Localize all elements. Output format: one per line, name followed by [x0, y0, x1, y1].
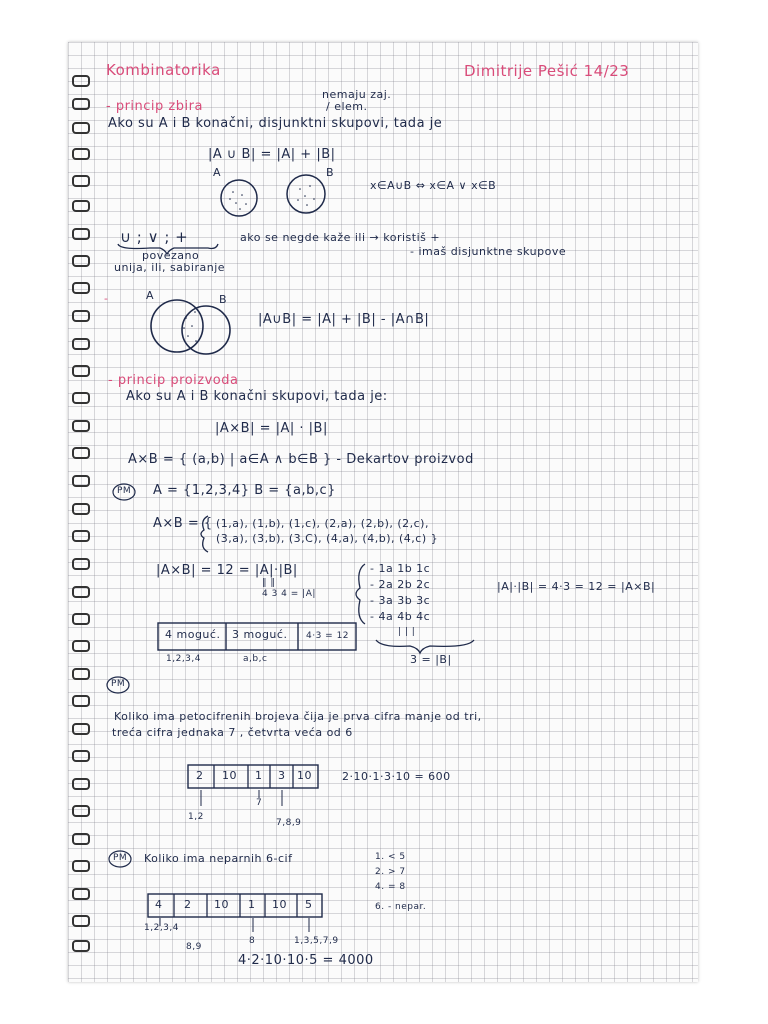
product-principle-heading: - princip proizvoda: [108, 373, 239, 388]
condition-4: 6. - nepar.: [375, 902, 427, 912]
digit2-box-1: 4: [155, 898, 163, 911]
example1-count-sub2: 4 3 4 = |A|: [262, 589, 316, 599]
product-principle-intro: Ako su A i B konačni skupovi, tada je:: [126, 389, 388, 404]
overlap-set-a-label: A: [146, 289, 155, 302]
example2-calc: 2·10·1·3·10 = 600: [342, 770, 451, 783]
cartesian-definition: A×B = { (a,b) | a∈A ∧ b∈B } - Dekartov proizvod: [128, 452, 474, 467]
possibility-box-1-sub: 1,2,3,4: [166, 654, 201, 664]
digit-box-1: 2: [196, 769, 204, 782]
grid-footer: 3 = |B|: [410, 653, 452, 666]
example3-sub-sixth: 1,3,5,7,9: [294, 936, 339, 946]
possibility-box-2-sub: a,b,c: [243, 654, 268, 664]
digit2-box-3: 10: [214, 898, 229, 911]
membership-formula: x∈A∪B ⇔ x∈A ∨ x∈B: [370, 179, 497, 192]
condition-2: 2. > 7: [375, 867, 406, 877]
disjoint-note-top: nemaju zaj.: [322, 88, 392, 101]
pm-badge-1: PM: [117, 486, 132, 496]
overlap-dash: -: [104, 292, 109, 305]
set-b-label: B: [326, 166, 335, 179]
product-formula: |A×B| = |A| · |B|: [215, 421, 328, 436]
pm-badge-3: PM: [113, 853, 128, 863]
example3-sub-fourth: 8: [249, 936, 256, 946]
digit2-box-2: 2: [184, 898, 192, 911]
set-b-circle: [287, 175, 325, 213]
digit-box-3: 1: [255, 769, 263, 782]
rule-two: - imaš disjunktne skupove: [410, 245, 567, 258]
condition-3: 4. = 8: [375, 882, 406, 892]
digit2-box-4: 1: [248, 898, 256, 911]
linked-meaning: unija, ili, sabiranje: [114, 261, 226, 274]
digit-box-5: 10: [297, 769, 312, 782]
example2-question-line1: Koliko ima petocifrenih brojeva čija je prva cifra manje od tri,: [114, 710, 482, 723]
grid-row-3: - 3a 3b 3c: [370, 594, 431, 607]
grid-row-4: - 4a 4b 4c: [370, 610, 431, 623]
grid-row-1: - 1a 1b 1c: [370, 562, 431, 575]
possibility-box-3: 4·3 = 12: [306, 631, 350, 641]
page-title: Kombinatorika: [106, 61, 221, 79]
symbols-line: ∪ ; ∨ ; +: [120, 228, 189, 246]
example2-sub-third: 7: [256, 798, 263, 808]
author-label: Dimitrije Pešić 14/23: [464, 62, 630, 80]
set-a-circle: [221, 180, 257, 216]
example2-question-line2: treća cifra jednaka 7 , četvrta veća od 6: [112, 726, 353, 739]
rule-one: ako se negde kaže ili → koristiš +: [240, 231, 441, 244]
digit2-box-6: 5: [305, 898, 313, 911]
example1-product-row1: (1,a), (1,b), (1,c), (2,a), (2,b), (2,c),: [216, 517, 429, 530]
overlap-set-b-label: B: [219, 293, 228, 306]
inclusion-exclusion-formula: |A∪B| = |A| + |B| - |A∩B|: [258, 312, 430, 327]
digit-box-4: 3: [278, 769, 286, 782]
example3-sub-second: 8,9: [186, 942, 202, 952]
example1-sets: A = {1,2,3,4} B = {a,b,c}: [153, 483, 336, 498]
sum-principle-heading: - princip zbira: [106, 99, 203, 114]
example1-product-row2: (3,a), (3,b), (3,C), (4,a), (4,b), (4,c) }: [216, 532, 439, 545]
example1-result: |A|·|B| = 4·3 = 12 = |A×B|: [497, 580, 656, 593]
set-b-overlap-circle: [182, 306, 230, 354]
set-a-label: A: [213, 166, 222, 179]
digit2-box-5: 10: [272, 898, 287, 911]
example1-product-prefix: A×B = {: [153, 516, 213, 531]
possibility-box-1: 4 moguć.: [165, 628, 221, 641]
example2-sub-fourth: 7,8,9: [276, 818, 302, 828]
example3-sub-first: 1,2,3,4: [144, 923, 179, 933]
grid-column-marks: | | |: [398, 627, 416, 637]
grid-row-2: - 2a 2b 2c: [370, 578, 431, 591]
disjoint-note-bottom: / elem.: [326, 100, 368, 113]
example3-question: Koliko ima neparnih 6-cif: [144, 852, 293, 865]
example1-count-sub1: ‖ ‖: [262, 578, 276, 588]
sum-formula: |A ∪ B| = |A| + |B|: [208, 147, 336, 162]
example1-count: |A×B| = 12 = |A|·|B|: [156, 563, 298, 578]
example2-sub-first: 1,2: [188, 812, 204, 822]
condition-1: 1. < 5: [375, 852, 406, 862]
pm-badge-2: PM: [111, 679, 126, 689]
digit-box-2: 10: [222, 769, 237, 782]
possibility-box-2: 3 moguć.: [232, 628, 288, 641]
linked-label: povezano: [142, 249, 200, 262]
example3-calc: 4·2·10·10·5 = 4000: [238, 953, 374, 968]
sum-principle-intro: Ako su A i B konačni, disjunktni skupovi, tada je: [108, 116, 443, 131]
